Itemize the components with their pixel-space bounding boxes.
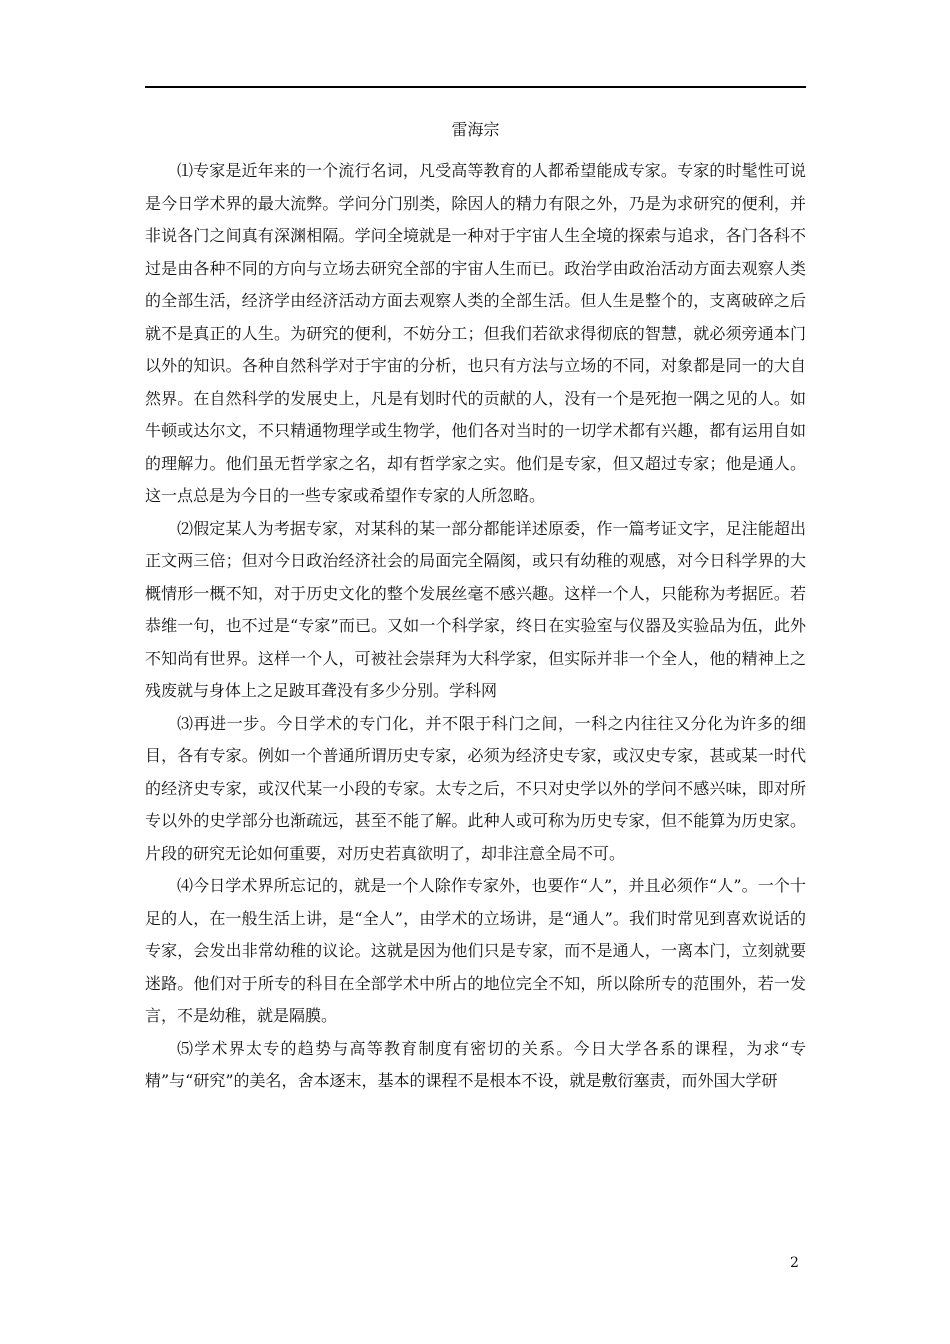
paragraph-3: ⑶再进一步。今日学术的专门化，并不限于科门之间，一科之内往往又分化为许多的细目，各有专家。例如一个普通所谓历史专家，必须为经济史专家，或汉史专家，甚或某一时代的经济史专家，或汉代某一小段的专家。太专之后，不只对史学以外的学问不感兴味，即对所专以外的史学部分也渐疏远，甚至不能了解。此种人或可称为历史专家，但不能算为历史家。片段的研究无论如何重要，对历史若真欲明了，却非注意全局不可。 bbox=[145, 713, 806, 863]
paragraph-5: ⑸学术界太专的趋势与高等教育制度有密切的关系。今日大学各系的课程，为求“专精”与“研究”的美名，舍本逐末，基本的课程不是根本不设，就是敷衍塞责，而外国大学研 bbox=[145, 1038, 806, 1090]
paragraph-4: ⑷今日学术界所忘记的，就是一个人除作专家外，也要作“人”，并且必须作“人”。一个十足的人，在一般生活上讲，是“全人”，由学术的立场讲，是“通人”。我们时常见到喜欢说话的专家，会发出非常幼稚的议论。这就是因为他们只是专家，而不是通人，一离本门，立刻就要迷路。他们对于所专的科目在全部学术中所占的地位完全不知，所以除所专的范围外，若一发言，不是幼稚，就是隔膜。 bbox=[145, 876, 806, 1025]
author-name: 雷海宗 bbox=[451, 120, 500, 139]
article-body bbox=[145, 155, 806, 1098]
page-number: 2 bbox=[790, 1255, 799, 1271]
paragraph-1: ⑴专家是近年来的一个流行名词，凡受高等教育的人都希望能成专家。专家的时髦性可说是今日学术界的最大流弊。学问分门别类，除因人的精力有限之外，乃是为求研究的便利，并非说各门之间真有深渊相隔。学问全境就是一种对于宇宙人生全境的探索与追求，各门各科不过是由各种不同的方向与立场去研究全部的宇宙人生而已。政治学由政治活动方面去观察人类的全部生活，经济学由经济活动方面去观察人类的全部生活。但人生是整个的，支离破碎之后就不是真正的人生。为研究的便利，不妨分工；但我们若欲求得彻底的智慧，就必须旁通本门以外的知识。各种自然科学对于宇宙的分析，也只有方法与立场的不同，对象都是同一的大自然界。在自然科学的发展史上，凡是有划时代的贡献的人，没有一个是死抱一隅之见的人。如牛顿或达尔文，不只精通物理学或生物学，他们各对当时的一切学术都有兴趣，都有运用自如的理解力。他们虽无哲学家之名，却有哲学家之实。他们是专家，但又超过专家；他是通人。这一点总是为今日的一些专家或希望作专家的人所忽略。 bbox=[145, 161, 806, 505]
paragraph-2: ⑵假定某人为考据专家，对某科的某一部分都能详述原委，作一篇考证文字，足注能超出正文两三倍；但对今日政治经济社会的局面完全隔阂，或只有幼稚的观感，对今日科学界的大概情形一概不知，对于历史文化的整个发展丝毫不感兴趣。这样一个人，只能称为考据匠。若恭维一句，也不过是“专家”而已。又如一个科学家，终日在实验室与仪器及实验品为伍，此外不知尚有世界。这样一个人，可被社会崇拜为大科学家，但实际并非一个全人，他的精神上之残废就与身体上之足跛耳聋没有多少分别。学科网 bbox=[145, 518, 806, 700]
header-rule bbox=[145, 86, 806, 88]
